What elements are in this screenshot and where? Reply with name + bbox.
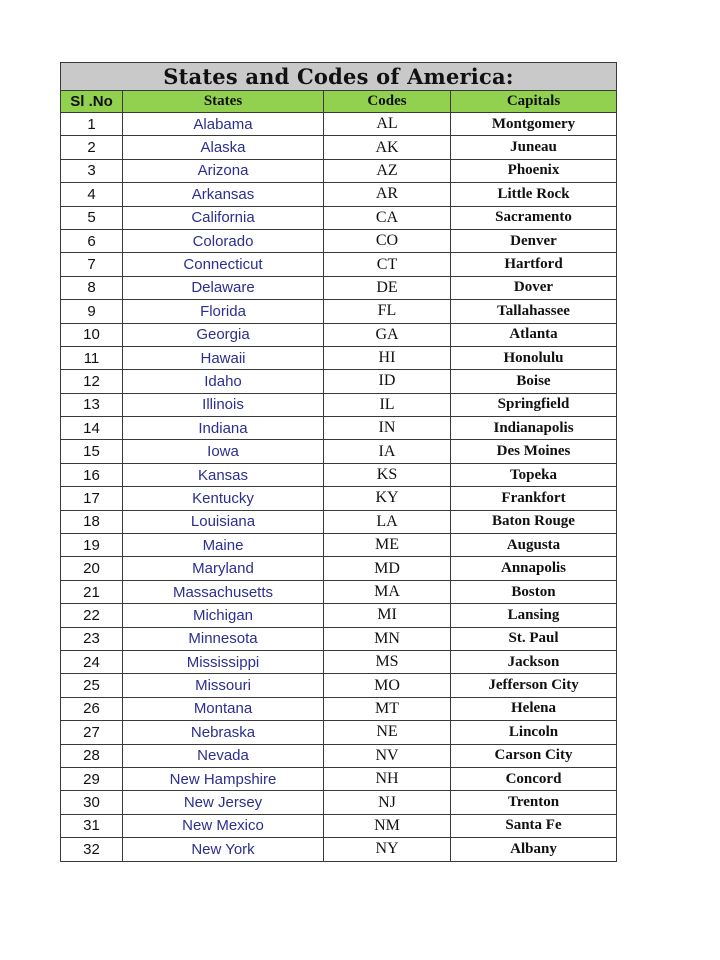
row-number: 18 xyxy=(61,510,123,533)
row-number: 23 xyxy=(61,627,123,650)
state-name: Indiana xyxy=(123,417,324,440)
table-row xyxy=(61,744,617,767)
table-row xyxy=(61,510,617,533)
row-number: 27 xyxy=(61,721,123,744)
state-capital: Boston xyxy=(451,580,617,603)
table-row xyxy=(61,838,617,861)
state-capital: Tallahassee xyxy=(451,300,617,323)
state-capital: Hartford xyxy=(451,253,617,276)
state-capital: Dover xyxy=(451,276,617,299)
state-code: NJ xyxy=(324,791,451,814)
state-capital: Montgomery xyxy=(451,113,617,136)
state-capital: Baton Rouge xyxy=(451,510,617,533)
row-number: 3 xyxy=(61,159,123,182)
state-name: Alabama xyxy=(123,113,324,136)
table-row xyxy=(61,323,617,346)
state-code: MA xyxy=(324,580,451,603)
state-name: Louisiana xyxy=(123,510,324,533)
row-number: 16 xyxy=(61,463,123,486)
state-capital: Frankfort xyxy=(451,487,617,510)
table-row xyxy=(61,417,617,440)
state-name: New Hampshire xyxy=(123,767,324,790)
state-code: IN xyxy=(324,417,451,440)
row-number: 31 xyxy=(61,814,123,837)
table-row xyxy=(61,627,617,650)
row-number: 9 xyxy=(61,300,123,323)
row-number: 7 xyxy=(61,253,123,276)
state-capital: Indianapolis xyxy=(451,417,617,440)
title-row xyxy=(61,63,617,91)
state-capital: Concord xyxy=(451,767,617,790)
row-number: 12 xyxy=(61,370,123,393)
table-row xyxy=(61,650,617,673)
table-row xyxy=(61,440,617,463)
table-row xyxy=(61,604,617,627)
column-header-states: States xyxy=(123,91,324,113)
row-number: 1 xyxy=(61,113,123,136)
header-row xyxy=(61,91,617,113)
table-row xyxy=(61,300,617,323)
row-number: 17 xyxy=(61,487,123,510)
state-code: CT xyxy=(324,253,451,276)
row-number: 11 xyxy=(61,346,123,369)
table-row xyxy=(61,463,617,486)
row-number: 29 xyxy=(61,767,123,790)
state-code: CO xyxy=(324,229,451,252)
state-name: Maine xyxy=(123,534,324,557)
state-capital: Carson City xyxy=(451,744,617,767)
row-number: 10 xyxy=(61,323,123,346)
table-row xyxy=(61,674,617,697)
state-name: Florida xyxy=(123,300,324,323)
column-header-capitals: Capitals xyxy=(451,91,617,113)
row-number: 20 xyxy=(61,557,123,580)
state-capital: Sacramento xyxy=(451,206,617,229)
state-capital: Albany xyxy=(451,838,617,861)
state-capital: Helena xyxy=(451,697,617,720)
table-row xyxy=(61,136,617,159)
state-capital: St. Paul xyxy=(451,627,617,650)
column-header-sl-no: Sl .No xyxy=(61,91,123,113)
state-capital: Little Rock xyxy=(451,183,617,206)
table-row xyxy=(61,721,617,744)
state-name: Illinois xyxy=(123,393,324,416)
table-row xyxy=(61,113,617,136)
row-number: 15 xyxy=(61,440,123,463)
state-name: New Jersey xyxy=(123,791,324,814)
state-capital: Augusta xyxy=(451,534,617,557)
state-capital: Lansing xyxy=(451,604,617,627)
state-name: Arkansas xyxy=(123,183,324,206)
state-name: Kentucky xyxy=(123,487,324,510)
row-number: 30 xyxy=(61,791,123,814)
state-code: HI xyxy=(324,346,451,369)
state-name: Colorado xyxy=(123,229,324,252)
state-capital: Lincoln xyxy=(451,721,617,744)
state-name: Idaho xyxy=(123,370,324,393)
state-code: MI xyxy=(324,604,451,627)
state-code: IA xyxy=(324,440,451,463)
state-capital: Topeka xyxy=(451,463,617,486)
state-name: Iowa xyxy=(123,440,324,463)
table-row xyxy=(61,767,617,790)
table-row xyxy=(61,206,617,229)
state-name: Michigan xyxy=(123,604,324,627)
state-code: MO xyxy=(324,674,451,697)
state-name: Georgia xyxy=(123,323,324,346)
table-row xyxy=(61,276,617,299)
row-number: 26 xyxy=(61,697,123,720)
state-name: Missouri xyxy=(123,674,324,697)
state-capital: Denver xyxy=(451,229,617,252)
table-row xyxy=(61,183,617,206)
row-number: 4 xyxy=(61,183,123,206)
row-number: 6 xyxy=(61,229,123,252)
state-code: AK xyxy=(324,136,451,159)
table-row xyxy=(61,159,617,182)
table-row xyxy=(61,346,617,369)
state-code: AR xyxy=(324,183,451,206)
row-number: 19 xyxy=(61,534,123,557)
row-number: 13 xyxy=(61,393,123,416)
state-code: NH xyxy=(324,767,451,790)
state-capital: Honolulu xyxy=(451,346,617,369)
state-code: ID xyxy=(324,370,451,393)
state-capital: Springfield xyxy=(451,393,617,416)
state-code: ME xyxy=(324,534,451,557)
state-code: MS xyxy=(324,650,451,673)
table-title: States and Codes of America: xyxy=(61,63,617,91)
state-code: KS xyxy=(324,463,451,486)
state-code: MT xyxy=(324,697,451,720)
state-code: KY xyxy=(324,487,451,510)
row-number: 21 xyxy=(61,580,123,603)
table-row xyxy=(61,393,617,416)
table-row xyxy=(61,791,617,814)
state-code: DE xyxy=(324,276,451,299)
state-code: NY xyxy=(324,838,451,861)
table-row xyxy=(61,229,617,252)
state-capital: Atlanta xyxy=(451,323,617,346)
state-capital: Jefferson City xyxy=(451,674,617,697)
state-name: Minnesota xyxy=(123,627,324,650)
row-number: 14 xyxy=(61,417,123,440)
state-name: Delaware xyxy=(123,276,324,299)
state-capital: Jackson xyxy=(451,650,617,673)
state-name: Nebraska xyxy=(123,721,324,744)
table-row xyxy=(61,487,617,510)
state-code: IL xyxy=(324,393,451,416)
table-row xyxy=(61,534,617,557)
table-row xyxy=(61,253,617,276)
row-number: 32 xyxy=(61,838,123,861)
state-code: GA xyxy=(324,323,451,346)
state-capital: Boise xyxy=(451,370,617,393)
state-code: AZ xyxy=(324,159,451,182)
state-name: Nevada xyxy=(123,744,324,767)
state-capital: Trenton xyxy=(451,791,617,814)
column-header-codes: Codes xyxy=(324,91,451,113)
state-name: Montana xyxy=(123,697,324,720)
state-code: LA xyxy=(324,510,451,533)
state-code: FL xyxy=(324,300,451,323)
states-table xyxy=(60,62,617,862)
state-name: California xyxy=(123,206,324,229)
state-capital: Juneau xyxy=(451,136,617,159)
row-number: 2 xyxy=(61,136,123,159)
state-code: MN xyxy=(324,627,451,650)
state-name: Maryland xyxy=(123,557,324,580)
state-name: Kansas xyxy=(123,463,324,486)
state-code: NM xyxy=(324,814,451,837)
state-code: MD xyxy=(324,557,451,580)
row-number: 25 xyxy=(61,674,123,697)
table-row xyxy=(61,697,617,720)
row-number: 22 xyxy=(61,604,123,627)
row-number: 8 xyxy=(61,276,123,299)
state-code: NE xyxy=(324,721,451,744)
state-name: New York xyxy=(123,838,324,861)
state-name: Alaska xyxy=(123,136,324,159)
state-capital: Santa Fe xyxy=(451,814,617,837)
state-capital: Annapolis xyxy=(451,557,617,580)
state-name: New Mexico xyxy=(123,814,324,837)
state-name: Massachusetts xyxy=(123,580,324,603)
state-code: AL xyxy=(324,113,451,136)
state-name: Mississippi xyxy=(123,650,324,673)
table-body xyxy=(61,113,617,862)
state-name: Hawaii xyxy=(123,346,324,369)
state-code: NV xyxy=(324,744,451,767)
table-row xyxy=(61,557,617,580)
table-row xyxy=(61,370,617,393)
state-name: Arizona xyxy=(123,159,324,182)
table-row xyxy=(61,580,617,603)
state-capital: Phoenix xyxy=(451,159,617,182)
state-name: Connecticut xyxy=(123,253,324,276)
state-capital: Des Moines xyxy=(451,440,617,463)
row-number: 5 xyxy=(61,206,123,229)
table-row xyxy=(61,814,617,837)
row-number: 28 xyxy=(61,744,123,767)
row-number: 24 xyxy=(61,650,123,673)
state-code: CA xyxy=(324,206,451,229)
